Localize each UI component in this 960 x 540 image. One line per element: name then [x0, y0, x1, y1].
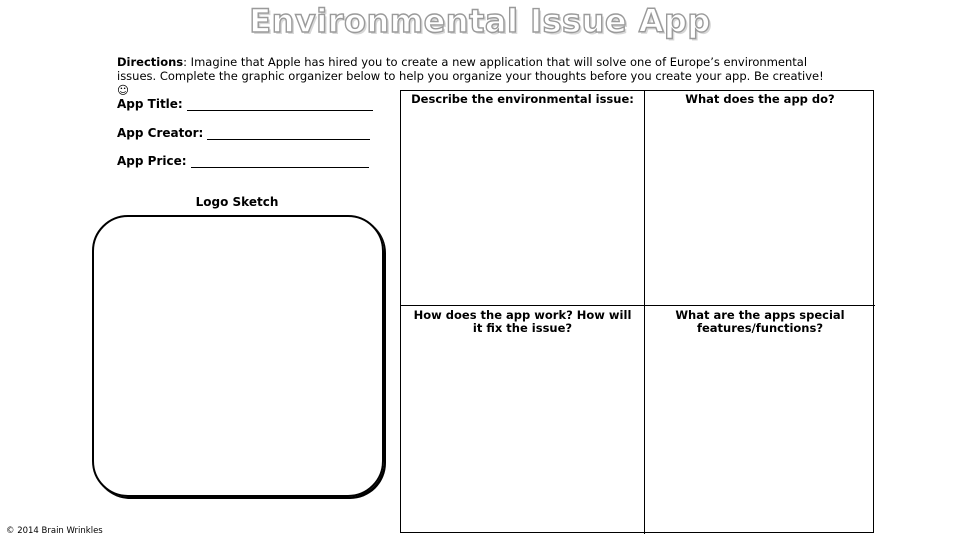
graphic-organizer [400, 90, 874, 533]
organizer-cell-app-purpose[interactable] [645, 91, 875, 306]
directions-body: : Imagine that Apple has hired you to create a new application that will solve one of Europe’s environmental issues. Complete the graphic organizer below to help you organize your thoughts before you create your app. Be creative! ☺ [117, 55, 824, 97]
app-price-line[interactable] [191, 154, 369, 168]
organizer-cell-features[interactable] [645, 306, 875, 534]
app-creator-field [117, 126, 370, 140]
app-creator-line[interactable] [207, 126, 370, 140]
logo-sketch-label: Logo Sketch [195, 195, 279, 209]
organizer-q4: What are the apps special features/functions? [675, 308, 845, 335]
app-price-label: App Price: [117, 154, 187, 168]
app-creator-label: App Creator: [117, 126, 204, 140]
directions-label: Directions [117, 55, 184, 69]
organizer-cell-issue[interactable] [401, 91, 645, 306]
page-title: Environmental Issue App [249, 2, 711, 40]
organizer-cell-how-it-works[interactable] [401, 306, 645, 534]
app-price-field [117, 154, 369, 168]
organizer-q3: How does the app work? How will it fix the issue? [413, 308, 632, 335]
organizer-q2: What does the app do? [685, 92, 835, 106]
app-title-label: App Title: [117, 97, 183, 111]
logo-sketch-box[interactable] [92, 215, 384, 497]
app-title-field [117, 97, 373, 111]
copyright-text: © 2014 Brain Wrinkles [6, 526, 103, 536]
organizer-q1: Describe the environmental issue: [411, 92, 634, 106]
app-title-line[interactable] [187, 97, 373, 111]
